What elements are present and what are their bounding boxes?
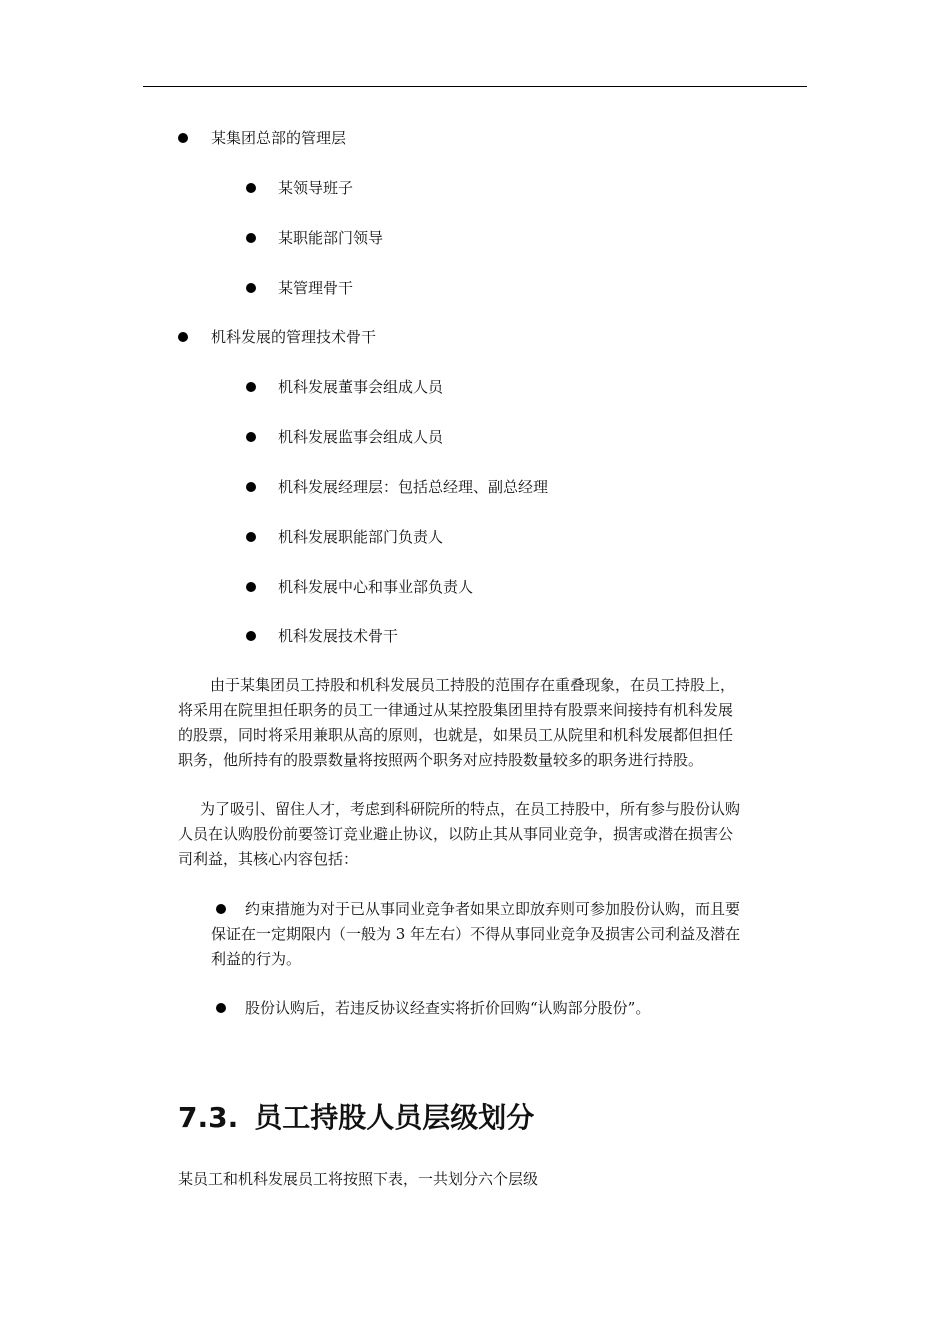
clause-text: 保证在一定期限内（一般为 3 年左右）不得从事同业竞争及损害公司利益及潜在: [211, 925, 741, 943]
bullet-icon: [216, 904, 226, 914]
bullet-icon: [178, 133, 188, 143]
section-heading: [178, 1098, 534, 1138]
bullet-icon: [216, 1003, 226, 1013]
list-item-text: 机科发展的管理技术骨干: [211, 328, 377, 346]
bullet-icon: [246, 482, 256, 492]
paragraph-line: 司利益，其核心内容包括：: [178, 850, 359, 868]
header-rule: [143, 86, 807, 87]
list-item-text: 某集团总部的管理层: [211, 129, 347, 147]
list-item-text: 机科发展经理层：包括总经理、副总经理: [278, 478, 549, 496]
list-item-text: 机科发展技术骨干: [278, 627, 399, 645]
list-item-text: 机科发展中心和事业部负责人: [278, 578, 474, 596]
section-number: 7.3.: [178, 1101, 239, 1134]
bullet-icon: [246, 382, 256, 392]
list-item-text: 某领导班子: [278, 179, 354, 197]
clause-text: 利益的行为。: [211, 950, 302, 968]
bullet-icon: [246, 183, 256, 193]
clause-text: 股份认购后，若违反协议经查实将折价回购“认购部分股份”。: [245, 999, 651, 1017]
paragraph-line: 将采用在院里担任职务的员工一律通过从某控股集团里持有股票来间接持有机科发展: [178, 701, 734, 719]
list-item-text: 机科发展职能部门负责人: [278, 528, 444, 546]
bullet-icon: [178, 332, 188, 342]
section-title: 员工持股人员层级划分: [254, 1101, 535, 1134]
list-item-text: 某职能部门领导: [278, 229, 384, 247]
paragraph-line: 为了吸引、留住人才，考虑到科研院所的特点，在员工持股中，所有参与股份认购: [200, 800, 741, 818]
list-item-text: 机科发展董事会组成人员: [278, 378, 444, 396]
list-item-text: 机科发展监事会组成人员: [278, 428, 444, 446]
bullet-icon: [246, 233, 256, 243]
bullet-icon: [246, 532, 256, 542]
clause-text: 约束措施为对于已从事同业竞争者如果立即放弃则可参加股份认购，而且要: [245, 900, 741, 918]
bullet-icon: [246, 432, 256, 442]
paragraph-line: 的股票，同时将采用兼职从高的原则，也就是，如果员工从院里和机科发展都但担任: [178, 726, 734, 744]
paragraph-noncompete: [178, 797, 808, 872]
bullet-icon: [246, 631, 256, 641]
bullet-icon: [246, 283, 256, 293]
bullet-icon: [246, 582, 256, 592]
paragraph-overlap: [178, 673, 808, 773]
list-item-text: 某管理骨干: [278, 279, 354, 297]
paragraph-line: 由于某集团员工持股和机科发展员工持股的范围存在重叠现象，在员工持股上，: [210, 676, 736, 694]
closing-text: 某员工和机科发展员工将按照下表，一共划分六个层级: [178, 1170, 539, 1188]
paragraph-line: 人员在认购股份前要签订竞业避止协议，以防止其从事同业竞争，损害或潜在损害公: [178, 825, 734, 843]
paragraph-line: 职务，他所持有的股票数量将按照两个职务对应持股数量较多的职务进行持股。: [178, 751, 704, 769]
